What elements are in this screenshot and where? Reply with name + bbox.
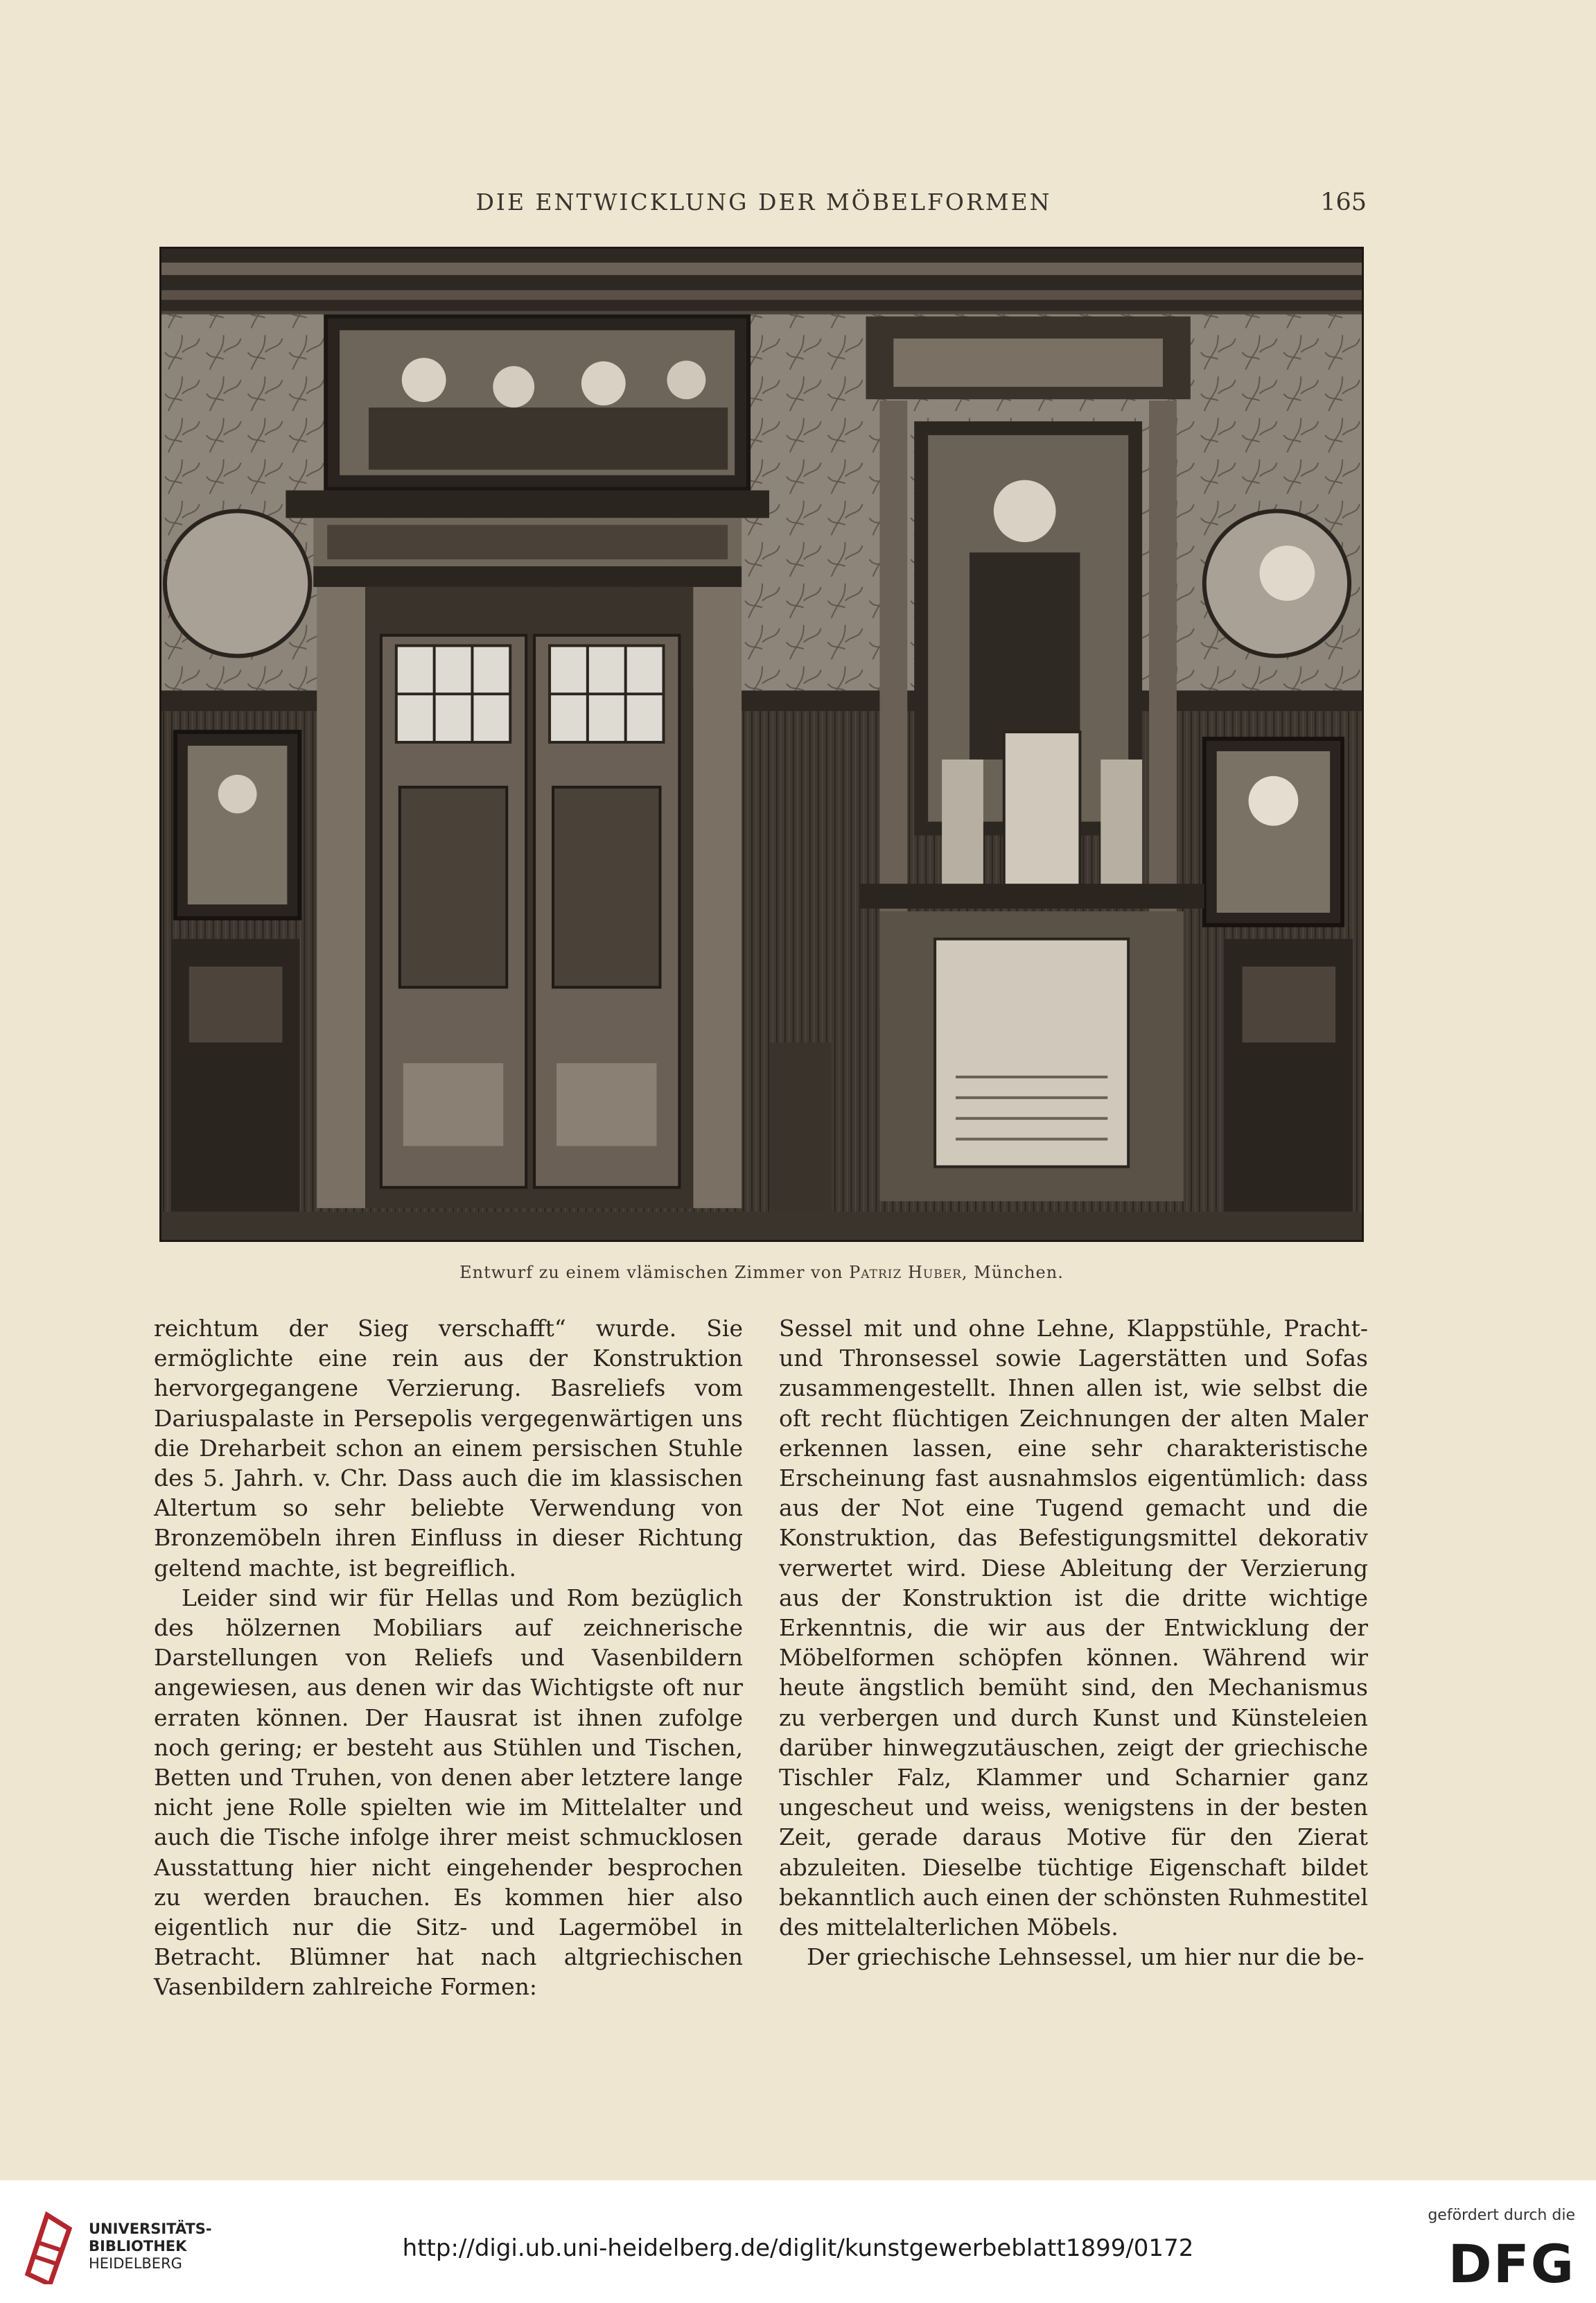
library-line: HEIDELBERG bbox=[89, 2255, 182, 2272]
digitization-footer bbox=[0, 2180, 1596, 2303]
page-number: 165 bbox=[1320, 189, 1367, 216]
caption-place: , München. bbox=[961, 1263, 1064, 1282]
caption-text: Entwurf zu einem vlämischen Zimmer von bbox=[459, 1263, 850, 1282]
library-line: UNIVERSITÄTS- bbox=[89, 2221, 212, 2237]
flemish-room-illustration bbox=[159, 247, 1364, 1242]
figure-caption bbox=[159, 1263, 1364, 1282]
dfg-logo: DFG bbox=[1448, 2233, 1575, 2295]
library-line: BIBLIOTHEK bbox=[89, 2238, 187, 2254]
source-url-link[interactable]: http://digi.ub.uni-heidelberg.de/diglit/kunstgewerbeblatt1899/0172 bbox=[402, 2234, 1194, 2262]
left-text-column bbox=[154, 1313, 743, 2002]
running-title: DIE ENTWICKLUNG DER MÖBELFORMEN bbox=[475, 189, 1052, 216]
page-header bbox=[161, 189, 1367, 230]
caption-author: Patriz Huber bbox=[849, 1263, 962, 1282]
paragraph: reichtum der Sieg verschafft“ wurde. Sie ermöglichte eine rein aus der Konstruktion hervorgegangene Verzierung. Basreliefs vom Dariuspalaste in Persepolis vergegenwärtigen uns die Dreharbeit schon an einem persischen Stuhle des 5. Jahrh. v. Chr. Dass auch die im klassischen Altertum so sehr beliebte Verwendung von Bronzemöbeln ihren Einfluss in dieser Richtung geltend machte, ist begreiflich. bbox=[154, 1315, 743, 1582]
paragraph: Leider sind wir für Hellas und Rom bezüglich des hölzernen Mobiliars auf zeichnerische Darstellungen von Reliefs und Vasenbildern angewiesen, aus denen wir das Wichtigste oft nur erraten können. Der Hausrat ist ihnen zufolge noch gering; er besteht aus Stühlen und Tischen, Betten und Truhen, von denen aber letztere lange nicht jene Rolle spielten wie im Mittelalter und auch die Tische infolge ihrer meist schmucklosen Ausstattung hier nicht eingehender besprochen zu werden brauchen. Es kommen hier also eigentlich nur die Sitz- und Lagermöbel in Betracht. Blümner hat nach altgriechischen Vasenbildern zahlreiche Formen: bbox=[154, 1584, 743, 2001]
illustration-svg bbox=[161, 249, 1362, 1240]
paragraph: Sessel mit und ohne Lehne, Klappstühle, Pracht- und Thronsessel sowie Lagerstätten und Sofas zusammengestellt. Ihnen allen ist, wie selbst die oft recht flüchtigen Zeichnungen der alten Maler erkennen lassen, eine sehr charakteristische Erscheinung fast ausnahmslos eigentümlich: dass aus der Not eine Tugend gemacht und die Konstruktion, das Befestigungsmittel dekorativ verwertet wird. Diese Ableitung der Verzierung aus der Konstruktion ist die dritte wichtige Erkenntnis, die wir aus der Entwicklung der Möbelformen schöpfen können. Während wir heute ängstlich bemüht sind, den Mechanismus zu verbergen und durch Kunst und Künsteleien darüber hinwegzutäuschen, zeigt der griechische Tischler Falz, Klammer und Scharnier ganz ungescheut und weiss, wenigstens in der besten Zeit, gerade daraus Motive für den Zierat abzuleiten. Dieselbe tüchtige Eigenschaft bildet bekanntlich auch einen der schönsten Ruhmestitel des mittelalterlichen Möbels. bbox=[779, 1315, 1368, 1941]
right-text-column bbox=[779, 1313, 1368, 1972]
paragraph: Der griechische Lehnsessel, um hier nur die be- bbox=[807, 1943, 1365, 1971]
funding-note: gefördert durch die bbox=[1428, 2207, 1575, 2224]
